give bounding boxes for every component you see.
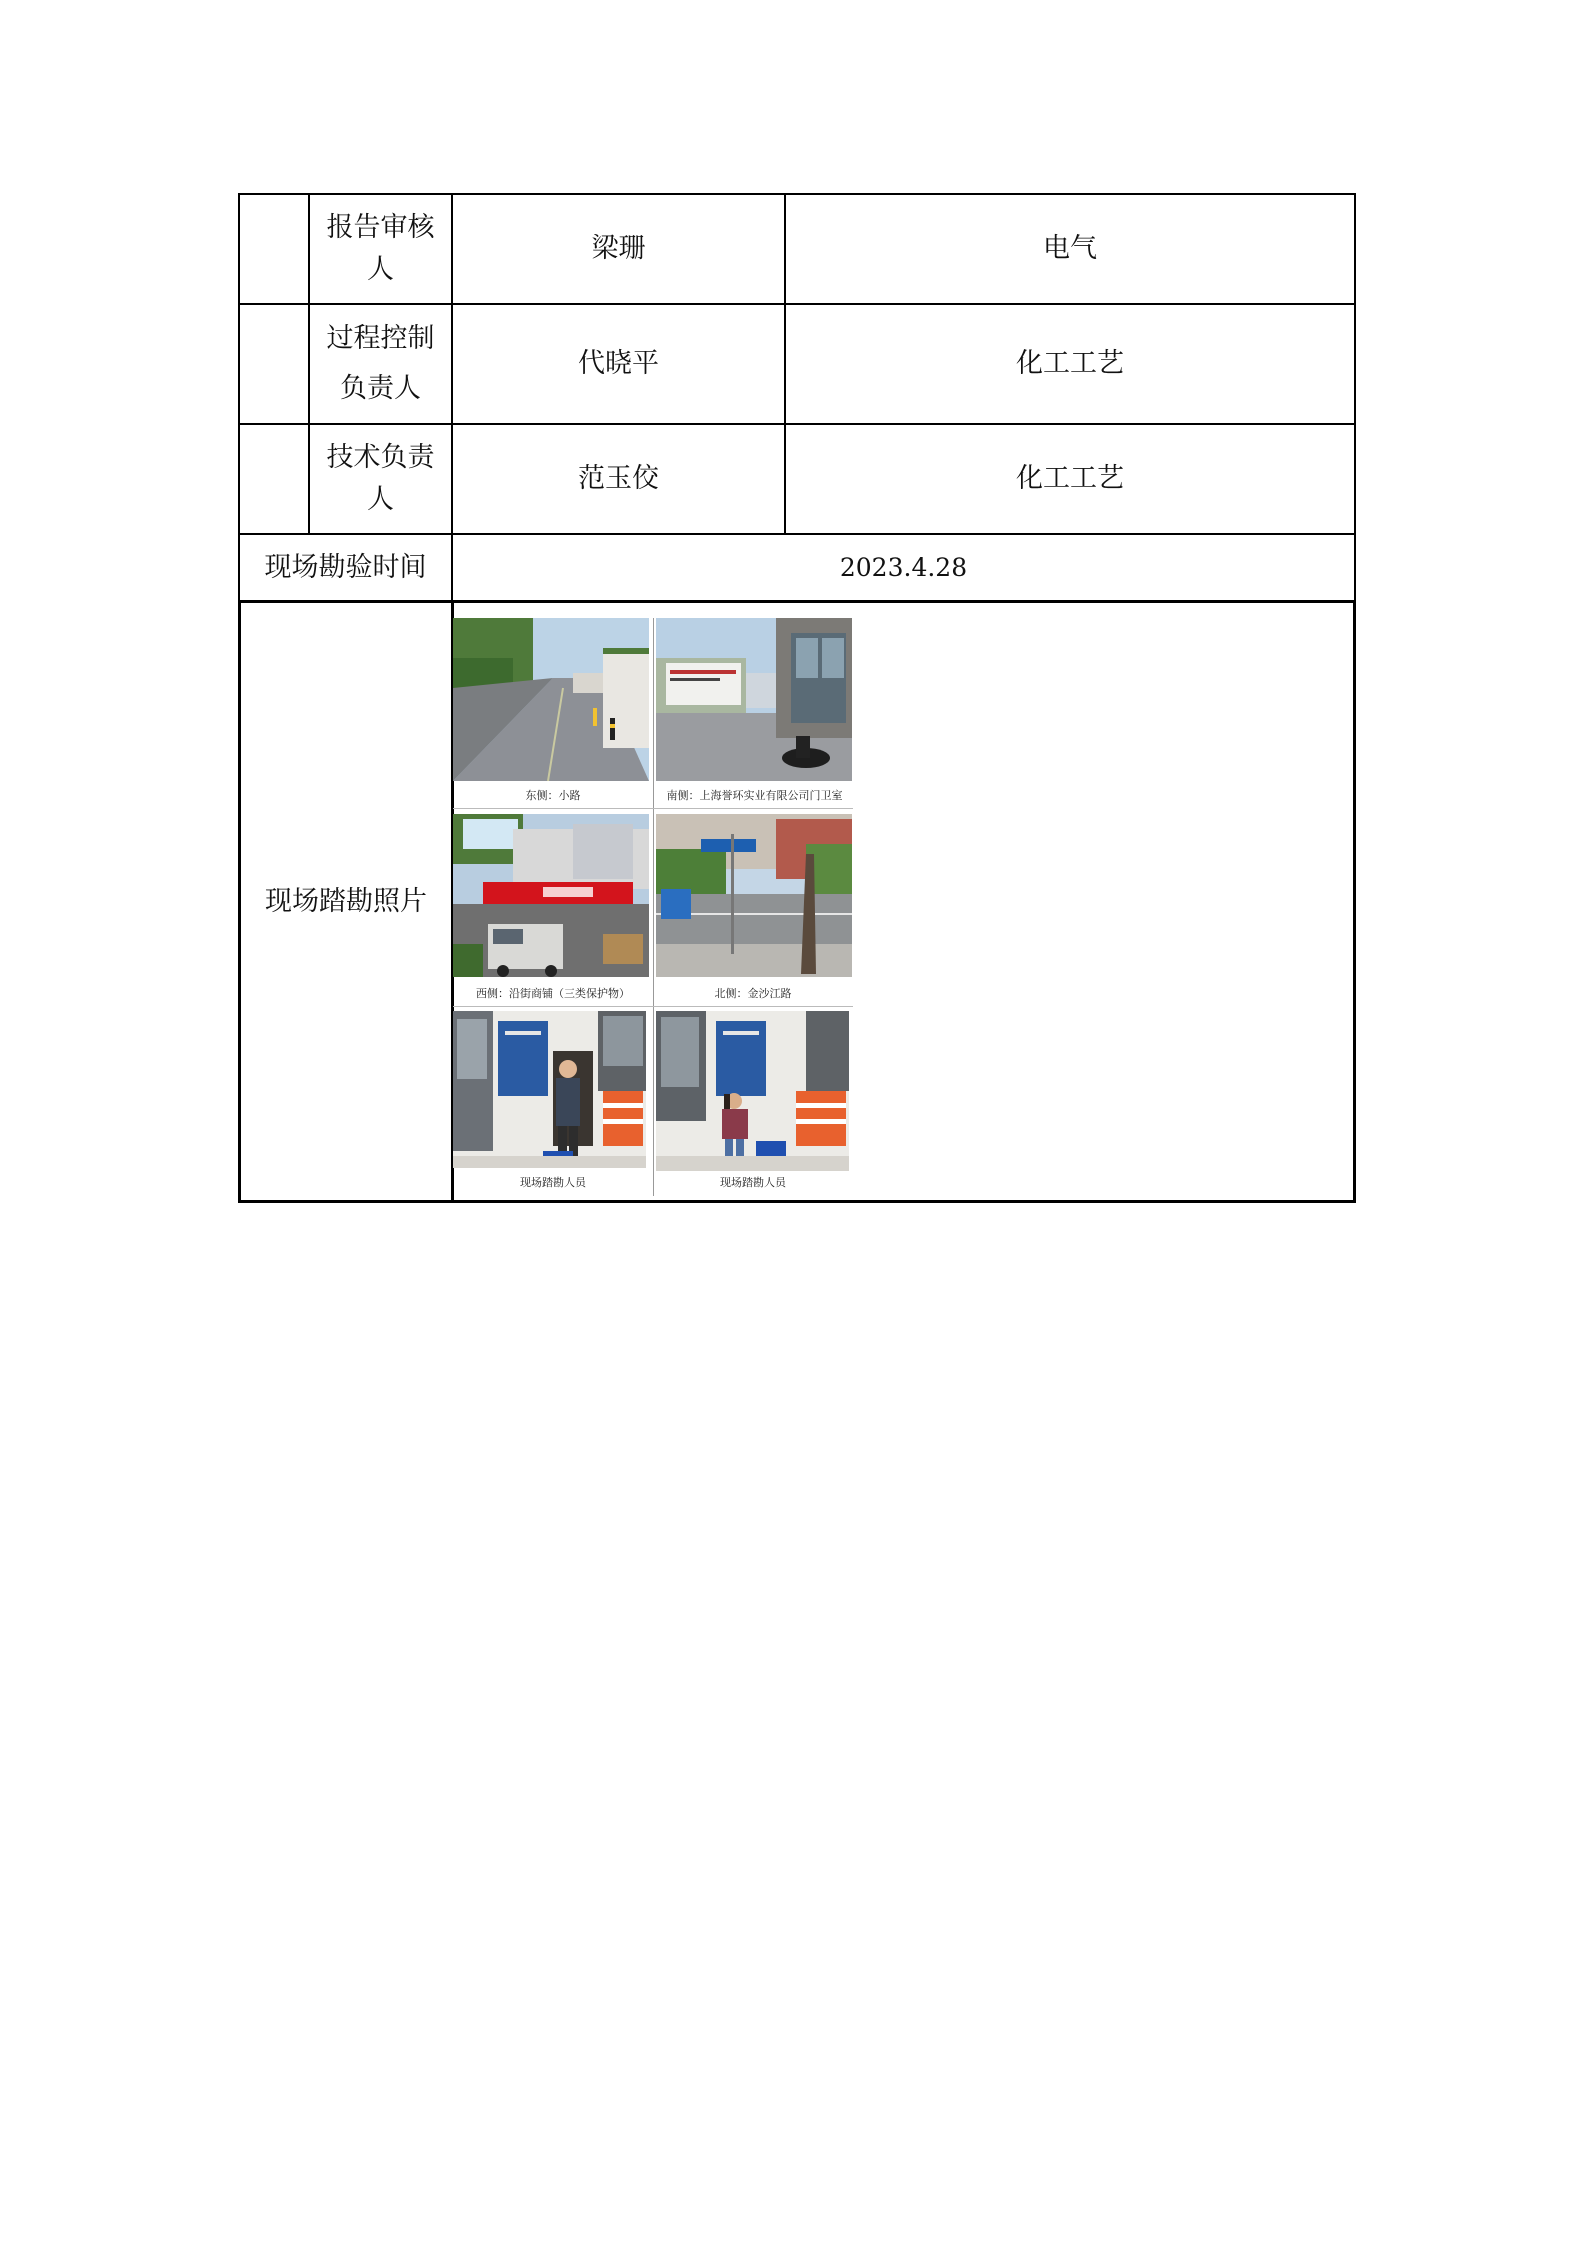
role-cell <box>310 195 451 303</box>
specialty: 化工工艺 <box>1016 463 1124 494</box>
person-name: 代晓平 <box>578 348 659 379</box>
role-line: 人 <box>367 484 394 515</box>
photo-north-road <box>656 814 852 977</box>
role-line: 负责人 <box>340 373 421 404</box>
gate-image <box>656 618 852 781</box>
road-image <box>656 814 852 977</box>
specialty: 电气 <box>1043 233 1097 264</box>
photo-survey-personnel <box>656 1011 849 1171</box>
personnel-image <box>656 1011 849 1171</box>
table-border <box>1354 193 1356 600</box>
photo-caption: 现场踏勘人员 <box>520 1176 586 1189</box>
table-border <box>1353 600 1356 1203</box>
photo-caption: 东侧：小路 <box>525 789 581 802</box>
table-border <box>238 1200 1356 1203</box>
photo-divider <box>453 1006 853 1007</box>
role-line: 技术负责 <box>326 442 435 473</box>
survey-time-value: 2023.4.28 <box>839 552 968 582</box>
photo-caption: 南侧：上海誉环实业有限公司门卫室 <box>666 789 843 802</box>
role-cell <box>310 305 451 423</box>
photo-west-shops <box>453 814 649 977</box>
survey-time-label: 现场勘验时间 <box>264 551 427 583</box>
person-name: 梁珊 <box>591 233 646 264</box>
role-cell <box>310 425 451 533</box>
photo-east-street <box>453 618 649 781</box>
photo-caption: 现场踏勘人员 <box>720 1176 786 1189</box>
personnel-image <box>453 1011 646 1168</box>
role-line: 人 <box>367 254 394 285</box>
survey-photos-label: 现场踏勘照片 <box>265 885 427 917</box>
survey-photo-grid <box>453 618 853 1196</box>
photo-south-gate <box>656 618 852 781</box>
photo-caption: 北侧：金沙江路 <box>714 987 792 1000</box>
photo-survey-personnel <box>453 1011 646 1168</box>
photo-divider <box>653 618 654 1196</box>
personnel-table <box>238 193 1356 1203</box>
street-image <box>453 618 649 781</box>
specialty: 化工工艺 <box>1016 348 1124 379</box>
role-line: 过程控制 <box>326 323 435 354</box>
shops-image <box>453 814 649 977</box>
role-line: 报告审核 <box>326 212 435 243</box>
photo-divider <box>453 808 853 809</box>
person-name: 范玉佼 <box>578 463 659 494</box>
photo-caption: 西侧：沿街商铺（三类保护物） <box>476 987 630 1000</box>
